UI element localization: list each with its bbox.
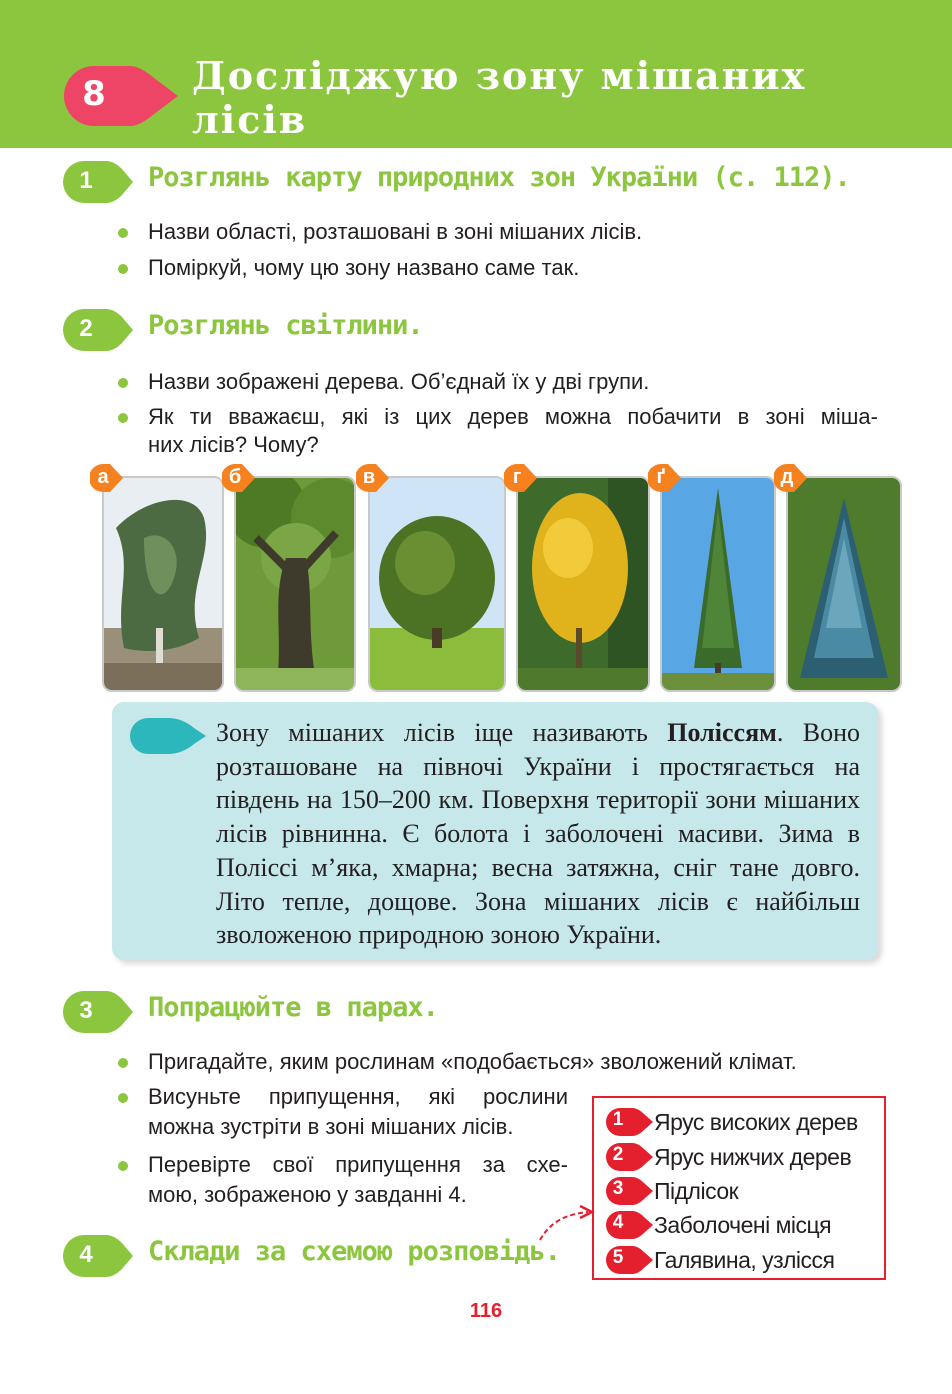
task-2-bullet-1: Назви зображені дерева. Об’єднай їх у дві групи. [148, 367, 649, 397]
photo-linden [368, 476, 506, 692]
page-number: 116 [469, 1300, 503, 1322]
photo-pine [660, 476, 776, 692]
legend-number-4: 4 [612, 1212, 624, 1233]
photo-label-b: б [228, 466, 242, 488]
task-4-number: 4 [79, 1241, 93, 1268]
legend-label-3: Підлісок [654, 1178, 739, 1204]
task-2-bullet-2 [148, 402, 878, 460]
legend-label-1: Ярус високих дерев [654, 1109, 858, 1135]
task-1-bullet-1: Назви області, розташовані в зоні мішаних лісів. [148, 217, 642, 247]
task-3-bullet-1: Пригадайте, яким рослинам «подобається» зволожений клімат. [148, 1047, 797, 1077]
info-term: Поліссям [667, 718, 777, 747]
page-title [192, 54, 932, 142]
info-text-before: Зону мішаних лісів іще називають [216, 718, 668, 747]
task-3-bullet-3 [148, 1150, 568, 1210]
photo-label-d: д [780, 466, 794, 488]
legend-number-2: 2 [612, 1144, 624, 1165]
info-text-after: . Воно розташоване на півночі України і простягається на південь на 150–200 км. Поверхня території зони мішаних лісів рівнинна. Є болота і заболочені масиви. Зима в Поліссі м’яка, хмарна; весна затяжна, сніг тане довго. Літо тепле, дощове. Зона мішаних лісів є найбільш зволоженою природною зоною України. [216, 718, 860, 950]
task-3-bullet-3-line-2: мою, зображеною у завданні 4. [148, 1182, 467, 1207]
page-title-line-1: Досліджую зону мішаних [192, 53, 807, 98]
photo-label-h: г [512, 466, 522, 488]
photo-label-v: в [362, 466, 376, 488]
legend-number-5: 5 [612, 1247, 624, 1268]
legend-label-5: Галявина, узлісся [654, 1247, 835, 1273]
page-title-line-2: лісів [192, 97, 308, 142]
task-1-bullet-2: Поміркуй, чому цю зону названо саме так. [148, 253, 579, 283]
lesson-number: 8 [82, 74, 106, 114]
pointer-arrow-icon [536, 1202, 596, 1244]
info-marker-icon [128, 716, 208, 756]
legend-number-1: 1 [612, 1109, 624, 1130]
legend-label-2: Ярус нижчих дерев [654, 1144, 852, 1170]
task-3-bullet-3-line-1: Перевірте свої припущення за схе- [148, 1152, 568, 1177]
task-3-number: 3 [79, 997, 93, 1024]
task-1-number: 1 [79, 167, 93, 194]
photo-oak [234, 476, 356, 692]
task-1-title: Розглянь карту природних зон України (с. 112). [148, 162, 850, 193]
legend-number-3: 3 [612, 1178, 624, 1199]
photo-blue-spruce [786, 476, 902, 692]
task-3-bullet-2-line-2: можна зустріти в зоні мішаних лісів. [148, 1114, 514, 1139]
legend-label-4: Заболочені місця [654, 1212, 832, 1238]
task-2-number: 2 [79, 315, 93, 342]
photo-birch-windy [102, 476, 224, 692]
photo-label-g: ґ [656, 466, 666, 488]
task-2-title: Розглянь світлини. [148, 310, 423, 341]
photo-maple-yellow [516, 476, 650, 692]
task-3-bullet-2-line-1: Висуньте припущення, які рослини [148, 1084, 568, 1109]
task-3-bullet-2 [148, 1082, 568, 1142]
task-2-bullet-2-line-1: Як ти вважаєш, які із цих дерев можна побачити в зоні міша- [148, 404, 878, 429]
task-3-title: Попрацюйте в парах. [148, 992, 438, 1023]
photo-label-a: а [97, 466, 109, 488]
task-4-title: Склади за схемою розповідь. [148, 1236, 560, 1267]
task-2-bullet-2-line-2: них лісів? Чому? [148, 432, 319, 457]
info-text [216, 716, 860, 952]
